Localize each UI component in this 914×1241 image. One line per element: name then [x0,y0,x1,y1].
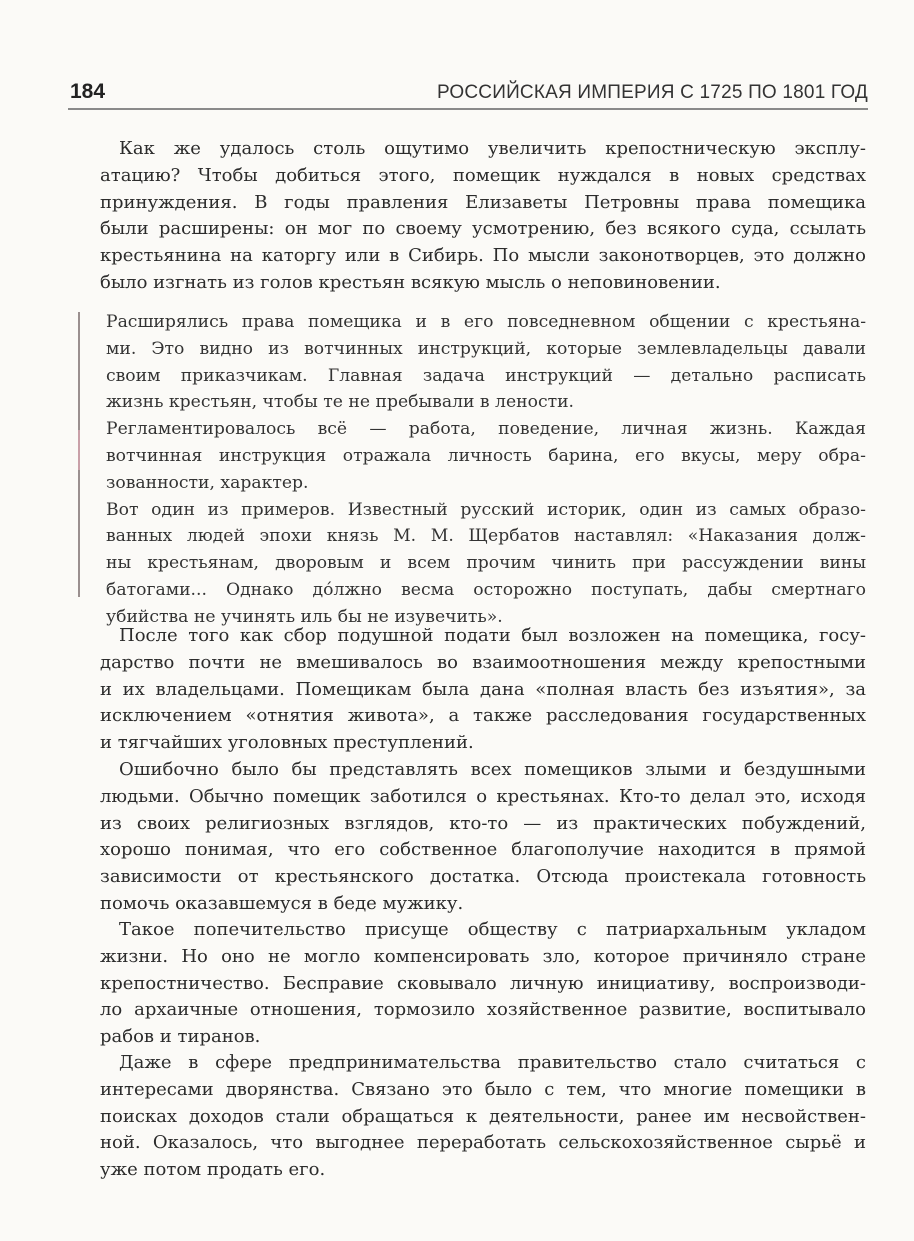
text-line: помочь оказавшемуся в беде мужику. [100,892,464,914]
paragraph-4 [100,917,866,1051]
text-line: интересами дворянства. Связано это было с тем, что многие помещики в [100,1078,866,1100]
text-line: ной. Оказалось, что выгоднее переработать сельскохозяйственное сырьё и [100,1132,866,1154]
text-line: крестьянина на каторгу или в Сибирь. По мысли законотворцев, это должно [100,245,866,267]
quote-block [106,309,866,631]
text-line: Ошибочно было бы представлять всех помещиков злыми и бездушными [119,759,866,780]
text-line: были расширены: он мог по своему усмотрению, без всякого суда, ссылать [100,218,866,240]
text-line: из своих религиозных взглядов, кто-то — из практических побуждений, [100,812,866,834]
quote-bar-accent [78,430,80,470]
text-line: После того как сбор подушной подати был возложен на помещика, госу- [119,625,866,646]
running-title: РОССИЙСКАЯ ИМПЕРИЯ С 1725 ПО 1801 ГОД [436,82,868,103]
text-line: своим приказчикам. Главная задача инструкций — детально расписать [106,365,866,386]
paragraph-5 [100,1050,866,1184]
text-line: рабов и тиранов. [100,1026,261,1048]
text-line: принуждения. В годы правления Елизаветы Петровны права помещика [100,191,866,213]
text-line: дарство почти не вмешивалось во взаимоотношения между крепостными [100,651,866,673]
text-line: зованности, характер. [106,472,309,493]
text-line: зависимости от крестьянского достатка. Отсюда проистекала готовность [100,866,866,888]
text-line: и их владельцами. Помещикам была дана «полная власть без изъятия», за [100,678,866,700]
text-line: Как же удалось столь ощутимо увеличить крепостническую эксплу- [119,138,866,159]
text-line: Вот один из примеров. Известный русский историк, один из самых образо- [106,499,866,520]
text-line: Такое попечительство присуще обществу с патриархальным укладом [119,919,866,940]
text-line: и тягчайших уголовных преступлений. [100,732,474,754]
text-line: жизни. Но оно не могло компенсировать зло, которое причиняло стране [100,945,866,967]
text-line: хорошо понимая, что его собственное благополучие находится в прямой [100,839,866,861]
text-line: ми. Это видно из вотчинных инструкций, которые землевладельцы давали [106,338,866,359]
text-line: крепостничество. Бесправие сковывало личную инициативу, воспроизводи- [100,972,866,994]
text-line: атацию? Чтобы добиться этого, помещик нуждался в новых средствах [100,164,866,186]
text-line: исключением «отнятия живота», а также расследования государственных [100,705,866,727]
text-line: уже потом продать его. [100,1159,326,1181]
text-line: людьми. Обычно помещик заботился о крестьянах. Кто-то делал это, исходя [100,785,866,807]
paragraph-2 [100,623,866,757]
text-line: вотчинная инструкция отражала личность барина, его вкусы, меру обра- [106,445,866,466]
text-line: ло архаичные отношения, тормозило хозяйственное развитие, воспитывало [100,999,866,1021]
text-line: Регламентировалось всё — работа, поведение, личная жизнь. Каждая [106,419,866,440]
text-line: ванных людей эпохи князь М. М. Щербатов наставлял: «Наказания долж- [106,526,866,547]
page-number: 184 [70,80,106,103]
paragraph-1 [100,136,866,297]
header-rule [68,108,868,110]
paragraph-3 [100,757,866,918]
text-line: жизнь крестьян, чтобы те не пребывали в лености. [106,392,574,413]
text-line: поисках доходов стали обращаться к деятельности, ранее им несвойствен- [100,1105,866,1127]
text-line: ны крестьянам, дворовым и всем прочим чинить при рассуждении вины [106,553,866,574]
text-line: убийства не учинять иль бы не изувечить». [106,606,503,627]
text-line: Расширялись права помещика и в его повседневном общении с крестьяна- [106,312,866,332]
text-line: батогами... Однако до́лжно весма осторожно поступать, дабы смертнаго [106,579,866,600]
text-line: Даже в сфере предпринимательства правительство стало считаться с [119,1052,866,1073]
text-line: было изгнать из голов крестьян всякую мысль о неповиновении. [100,271,721,293]
